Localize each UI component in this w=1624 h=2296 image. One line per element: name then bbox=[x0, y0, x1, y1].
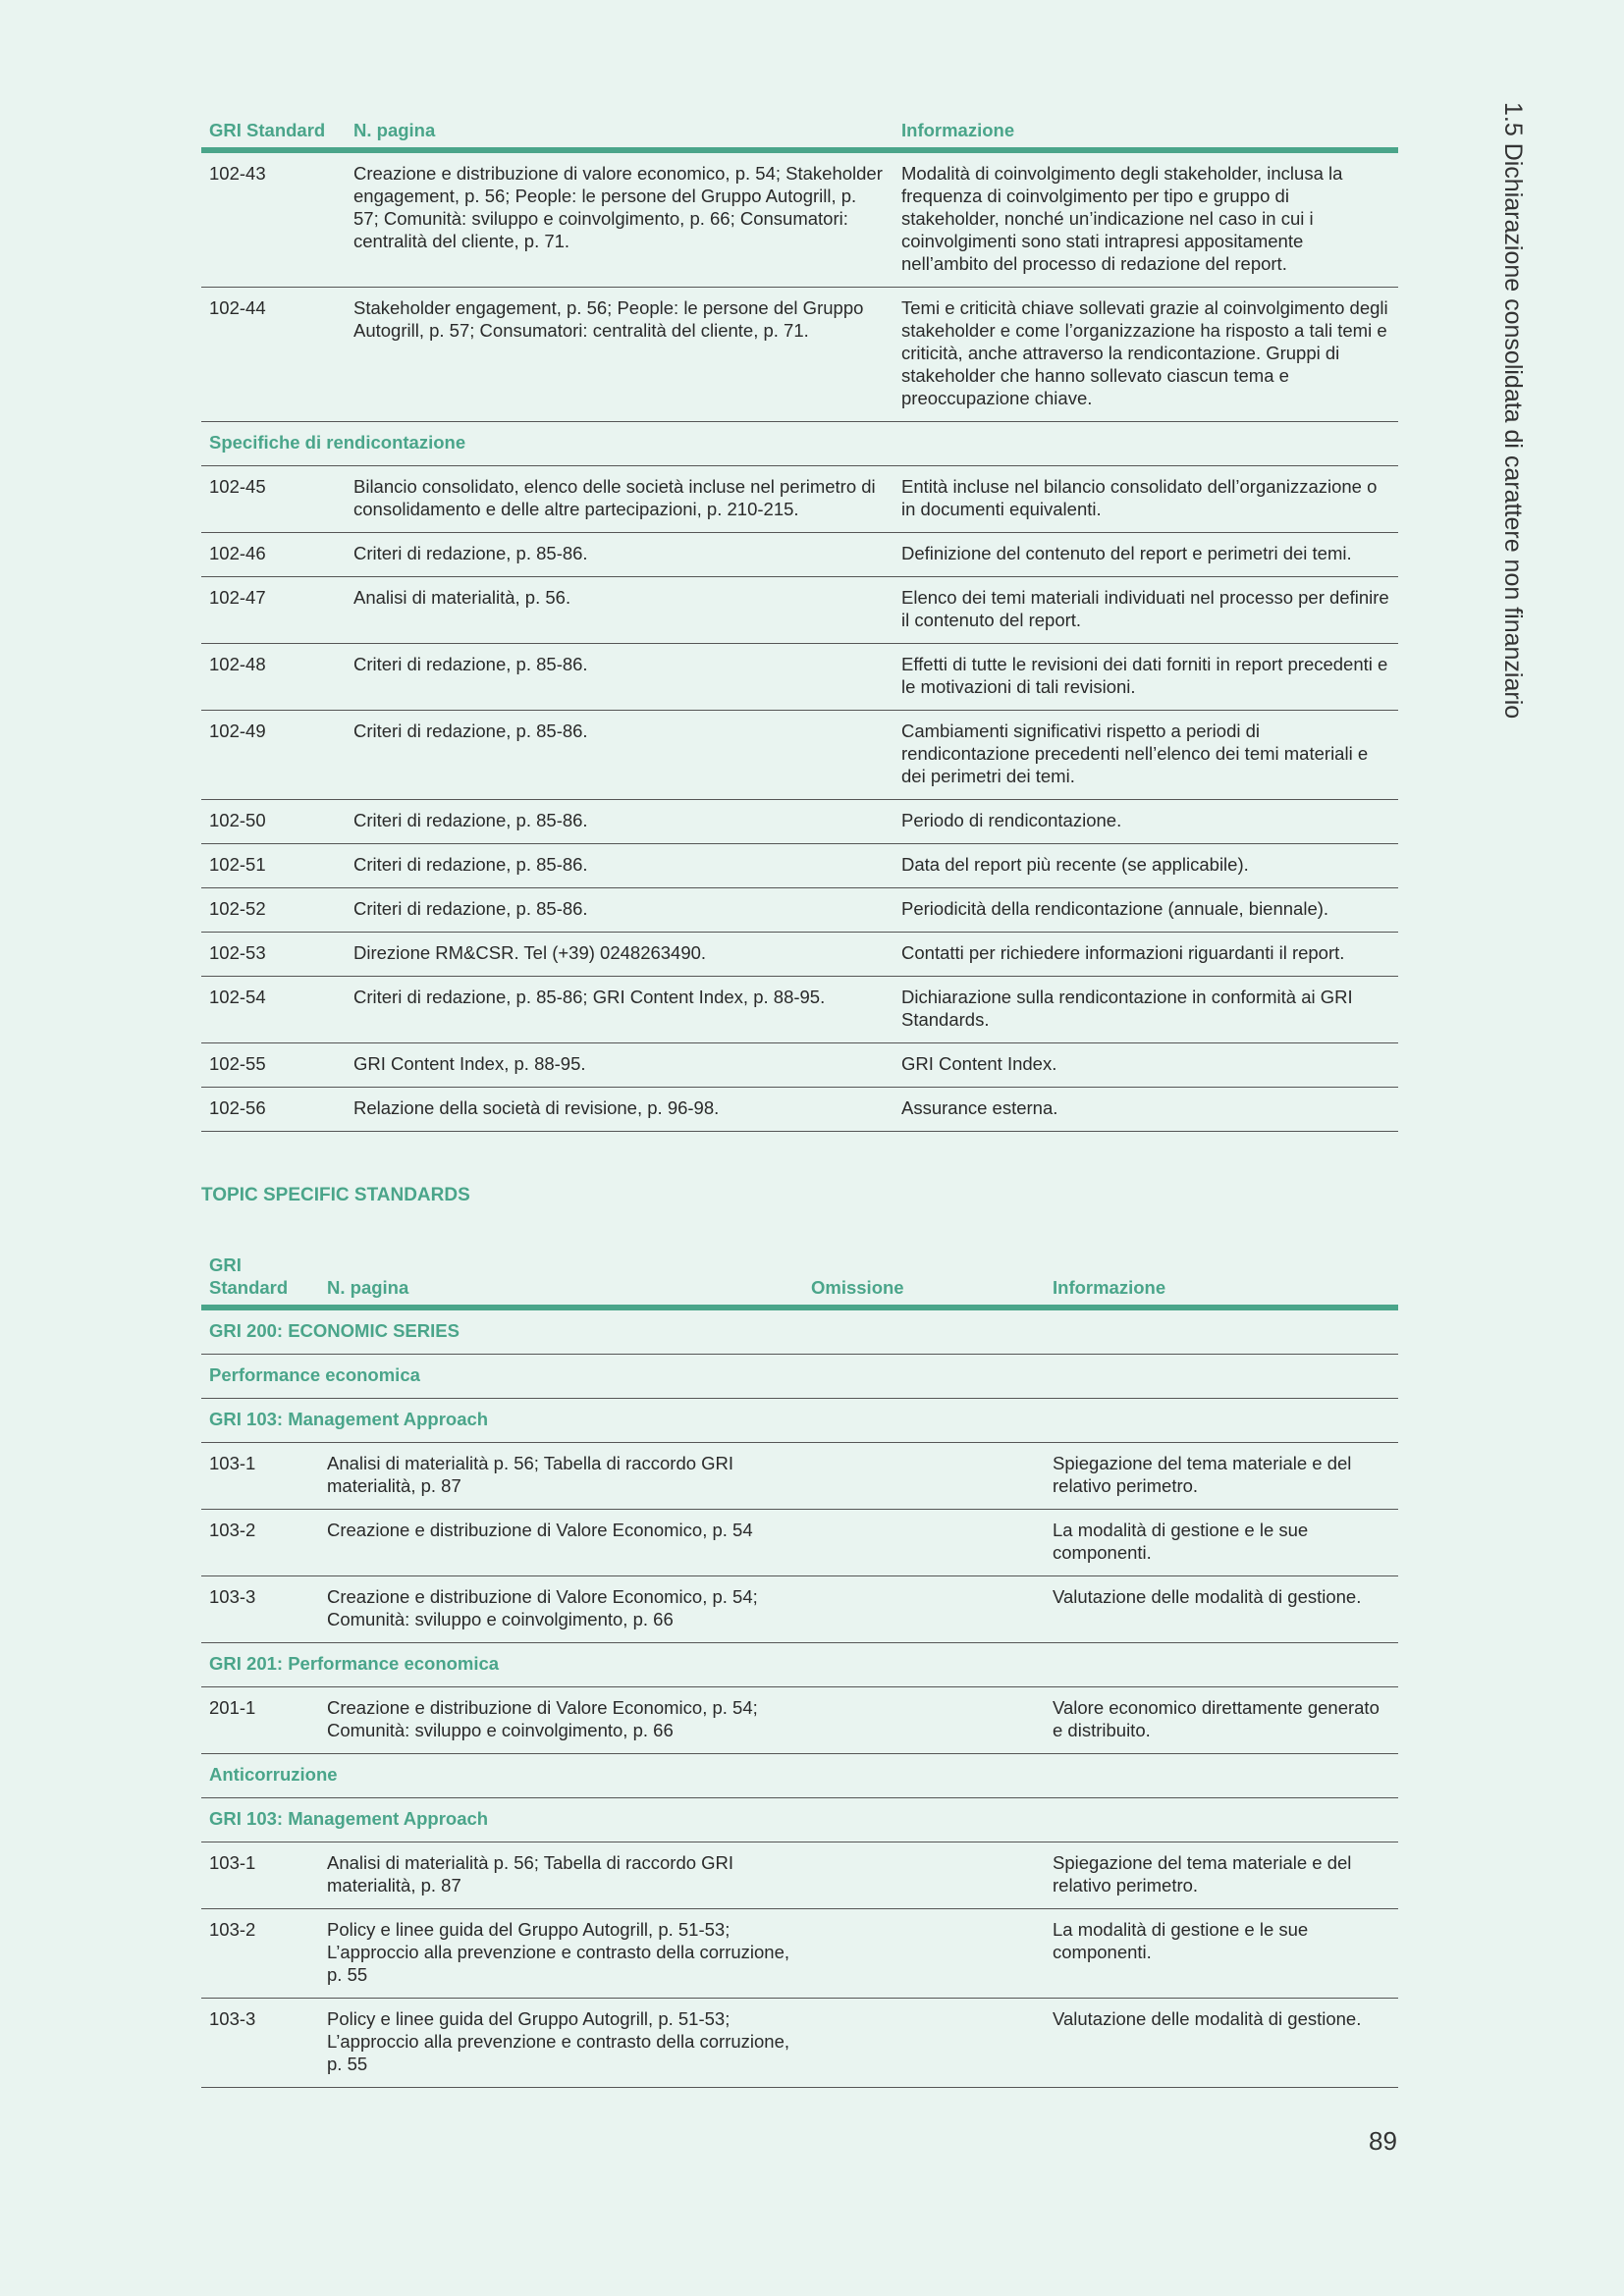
section-row bbox=[201, 1754, 1398, 1798]
cell-omission bbox=[803, 1687, 1045, 1754]
cell-page: Criteri di redazione, p. 85-86. bbox=[353, 810, 588, 830]
cell-info: Contatti per richiedere informazioni riguardanti il report. bbox=[901, 942, 1345, 963]
table-header-row bbox=[201, 110, 1398, 150]
table-row bbox=[201, 1043, 1398, 1088]
cell-page: Analisi di materialità, p. 56. bbox=[353, 587, 571, 608]
table-row bbox=[201, 1999, 1398, 2088]
section-title: GRI 200: ECONOMIC SERIES bbox=[209, 1320, 460, 1341]
header-page: N. pagina bbox=[353, 120, 436, 140]
cell-info: Elenco dei temi materiali individuati nel processo per definire il contenuto del report. bbox=[901, 587, 1389, 630]
cell-info: Spiegazione del tema materiale e del relativo perimetro. bbox=[1053, 1852, 1352, 1896]
section-title: Anticorruzione bbox=[209, 1764, 338, 1785]
section-title: GRI 103: Management Approach bbox=[209, 1409, 489, 1429]
cell-code: 201-1 bbox=[209, 1697, 256, 1718]
cell-page: Criteri di redazione, p. 85-86. bbox=[353, 898, 588, 919]
cell-info: Valore economico direttamente generato e distribuito. bbox=[1053, 1697, 1380, 1740]
table-row bbox=[201, 888, 1398, 933]
cell-code: 102-53 bbox=[209, 942, 266, 963]
table-row bbox=[201, 933, 1398, 977]
cell-info: La modalità di gestione e le sue componenti. bbox=[1053, 1520, 1309, 1563]
cell-code: 102-47 bbox=[209, 587, 266, 608]
cell-code: 102-52 bbox=[209, 898, 266, 919]
cell-code: 103-1 bbox=[209, 1453, 256, 1473]
table-row bbox=[201, 1443, 1398, 1510]
cell-omission bbox=[803, 1443, 1045, 1510]
table-header-row bbox=[201, 1245, 1398, 1308]
cell-code: 103-3 bbox=[209, 1586, 256, 1607]
gri-general-disclosures-table bbox=[201, 110, 1398, 1132]
table-row bbox=[201, 1576, 1398, 1643]
table-row bbox=[201, 288, 1398, 422]
cell-info: Modalità di coinvolgimento degli stakeholder, inclusa la frequenza di coinvolgimento per tipo e gruppo di stakeholder, nonché un’indicazione nel caso in cui i coinvolgimenti sono stati intrapresi appositamente nell’ambito del processo di redazione del report. bbox=[901, 163, 1343, 274]
cell-code: 102-48 bbox=[209, 654, 266, 674]
cell-info: Assurance esterna. bbox=[901, 1097, 1058, 1118]
section-row bbox=[201, 1798, 1398, 1842]
cell-page: Creazione e distribuzione di Valore Economico, p. 54; Comunità: sviluppo e coinvolgimento, p. 66 bbox=[327, 1586, 758, 1629]
cell-page: Criteri di redazione, p. 85-86. bbox=[353, 721, 588, 741]
cell-page: Policy e linee guida del Gruppo Autogrill, p. 51-53; L’approccio alla prevenzione e contrasto della corruzione, p. 55 bbox=[327, 2008, 790, 2074]
cell-omission bbox=[803, 1510, 1045, 1576]
cell-omission bbox=[803, 1909, 1045, 1999]
cell-code: 102-46 bbox=[209, 543, 266, 563]
section-row bbox=[201, 1355, 1398, 1399]
header-omission: Omissione bbox=[811, 1277, 904, 1298]
table-row bbox=[201, 844, 1398, 888]
section-title: Performance economica bbox=[209, 1364, 420, 1385]
cell-omission bbox=[803, 1999, 1045, 2088]
cell-page: Criteri di redazione, p. 85-86. bbox=[353, 543, 588, 563]
cell-page: Creazione e distribuzione di Valore Economico, p. 54 bbox=[327, 1520, 753, 1540]
table-row bbox=[201, 711, 1398, 800]
cell-info: Dichiarazione sulla rendicontazione in conformità ai GRI Standards. bbox=[901, 987, 1353, 1030]
table-row bbox=[201, 1842, 1398, 1909]
cell-code: 102-51 bbox=[209, 854, 266, 875]
cell-page: Analisi di materialità p. 56; Tabella di raccordo GRI materialità, p. 87 bbox=[327, 1852, 734, 1896]
header-page: N. pagina bbox=[327, 1277, 409, 1298]
cell-info: GRI Content Index. bbox=[901, 1053, 1057, 1074]
cell-code: 102-55 bbox=[209, 1053, 266, 1074]
cell-code: 103-2 bbox=[209, 1919, 256, 1940]
cell-code: 102-49 bbox=[209, 721, 266, 741]
cell-code: 102-45 bbox=[209, 476, 266, 497]
table-row bbox=[201, 150, 1398, 288]
cell-page: Criteri di redazione, p. 85-86. bbox=[353, 654, 588, 674]
cell-page: Creazione e distribuzione di valore economico, p. 54; Stakeholder engagement, p. 56; People: le persone del Gruppo Autogrill, p. 57; Comunità: sviluppo e coinvolgimento, p. 66; Consumatori: centralità del cliente, p. 71. bbox=[353, 163, 883, 251]
cell-page: GRI Content Index, p. 88-95. bbox=[353, 1053, 586, 1074]
header-gri-standard: GRI Standard bbox=[209, 1255, 289, 1298]
section-row bbox=[201, 1643, 1398, 1687]
cell-page: Stakeholder engagement, p. 56; People: le persone del Gruppo Autogrill, p. 57; Consumatori: centralità del cliente, p. 71. bbox=[353, 297, 864, 341]
table-row bbox=[201, 644, 1398, 711]
cell-omission bbox=[803, 1842, 1045, 1909]
cell-page: Direzione RM&CSR. Tel (+39) 0248263490. bbox=[353, 942, 707, 963]
cell-info: Periodicità della rendicontazione (annuale, biennale). bbox=[901, 898, 1329, 919]
cell-code: 103-1 bbox=[209, 1852, 256, 1873]
cell-code: 102-50 bbox=[209, 810, 266, 830]
table-row bbox=[201, 577, 1398, 644]
cell-info: Effetti di tutte le revisioni dei dati forniti in report precedenti e le motivazioni di tali revisioni. bbox=[901, 654, 1388, 697]
table-row bbox=[201, 1687, 1398, 1754]
cell-code: 102-56 bbox=[209, 1097, 266, 1118]
cell-code: 103-2 bbox=[209, 1520, 256, 1540]
section-title: GRI 201: Performance economica bbox=[209, 1653, 500, 1674]
cell-code: 103-3 bbox=[209, 2008, 256, 2029]
table-row bbox=[201, 1909, 1398, 1999]
section-title: GRI 103: Management Approach bbox=[209, 1808, 489, 1829]
page-number: 89 bbox=[1369, 2126, 1397, 2156]
section-side-title: 1.5 Dichiarazione consolidata di carattere non finanziario bbox=[1499, 102, 1527, 720]
table-row bbox=[201, 977, 1398, 1043]
cell-code: 102-44 bbox=[209, 297, 266, 318]
cell-code: 102-43 bbox=[209, 163, 266, 184]
cell-info: Valutazione delle modalità di gestione. bbox=[1053, 1586, 1362, 1607]
table-row bbox=[201, 800, 1398, 844]
cell-info: La modalità di gestione e le sue componenti. bbox=[1053, 1919, 1309, 1962]
topic-specific-heading: TOPIC SPECIFIC STANDARDS bbox=[201, 1185, 470, 1205]
section-row bbox=[201, 422, 1398, 466]
cell-info: Spiegazione del tema materiale e del relativo perimetro. bbox=[1053, 1453, 1352, 1496]
cell-info: Valutazione delle modalità di gestione. bbox=[1053, 2008, 1362, 2029]
cell-page: Relazione della società di revisione, p. 96-98. bbox=[353, 1097, 720, 1118]
cell-info: Periodo di rendicontazione. bbox=[901, 810, 1122, 830]
table-row bbox=[201, 466, 1398, 533]
table-row bbox=[201, 1510, 1398, 1576]
cell-page: Creazione e distribuzione di Valore Economico, p. 54; Comunità: sviluppo e coinvolgimento, p. 66 bbox=[327, 1697, 758, 1740]
header-information: Informazione bbox=[1053, 1277, 1166, 1298]
cell-omission bbox=[803, 1576, 1045, 1643]
section-row bbox=[201, 1308, 1398, 1355]
table-row bbox=[201, 1088, 1398, 1132]
cell-page: Criteri di redazione, p. 85-86. bbox=[353, 854, 588, 875]
header-gri-standard: GRI Standard bbox=[209, 120, 326, 140]
cell-info: Definizione del contenuto del report e perimetri dei temi. bbox=[901, 543, 1352, 563]
cell-info: Entità incluse nel bilancio consolidato dell’organizzazione o in documenti equivalenti. bbox=[901, 476, 1378, 519]
cell-info: Temi e criticità chiave sollevati grazie al coinvolgimento degli stakeholder e come l’organizzazione ha risposto a tali temi e criticità, anche attraverso la rendicontazione. Gruppi di stakeholder che hanno sollevato ciascun tema e preoccupazione chiave. bbox=[901, 297, 1388, 408]
cell-code: 102-54 bbox=[209, 987, 266, 1007]
section-row bbox=[201, 1399, 1398, 1443]
cell-page: Policy e linee guida del Gruppo Autogrill, p. 51-53; L’approccio alla prevenzione e contrasto della corruzione, p. 55 bbox=[327, 1919, 790, 1985]
cell-page: Criteri di redazione, p. 85-86; GRI Content Index, p. 88-95. bbox=[353, 987, 826, 1007]
section-title: Specifiche di rendicontazione bbox=[209, 432, 466, 453]
header-information: Informazione bbox=[901, 120, 1015, 140]
gri-topic-specific-table bbox=[201, 1245, 1398, 2088]
table-row bbox=[201, 533, 1398, 577]
cell-info: Data del report più recente (se applicabile). bbox=[901, 854, 1249, 875]
cell-page: Bilancio consolidato, elenco delle società incluse nel perimetro di consolidamento e delle altre partecipazioni, p. 210-215. bbox=[353, 476, 876, 519]
cell-page: Analisi di materialità p. 56; Tabella di raccordo GRI materialità, p. 87 bbox=[327, 1453, 734, 1496]
cell-info: Cambiamenti significativi rispetto a periodi di rendicontazione precedenti nell’elenco dei temi materiali e dei perimetri dei temi. bbox=[901, 721, 1369, 786]
